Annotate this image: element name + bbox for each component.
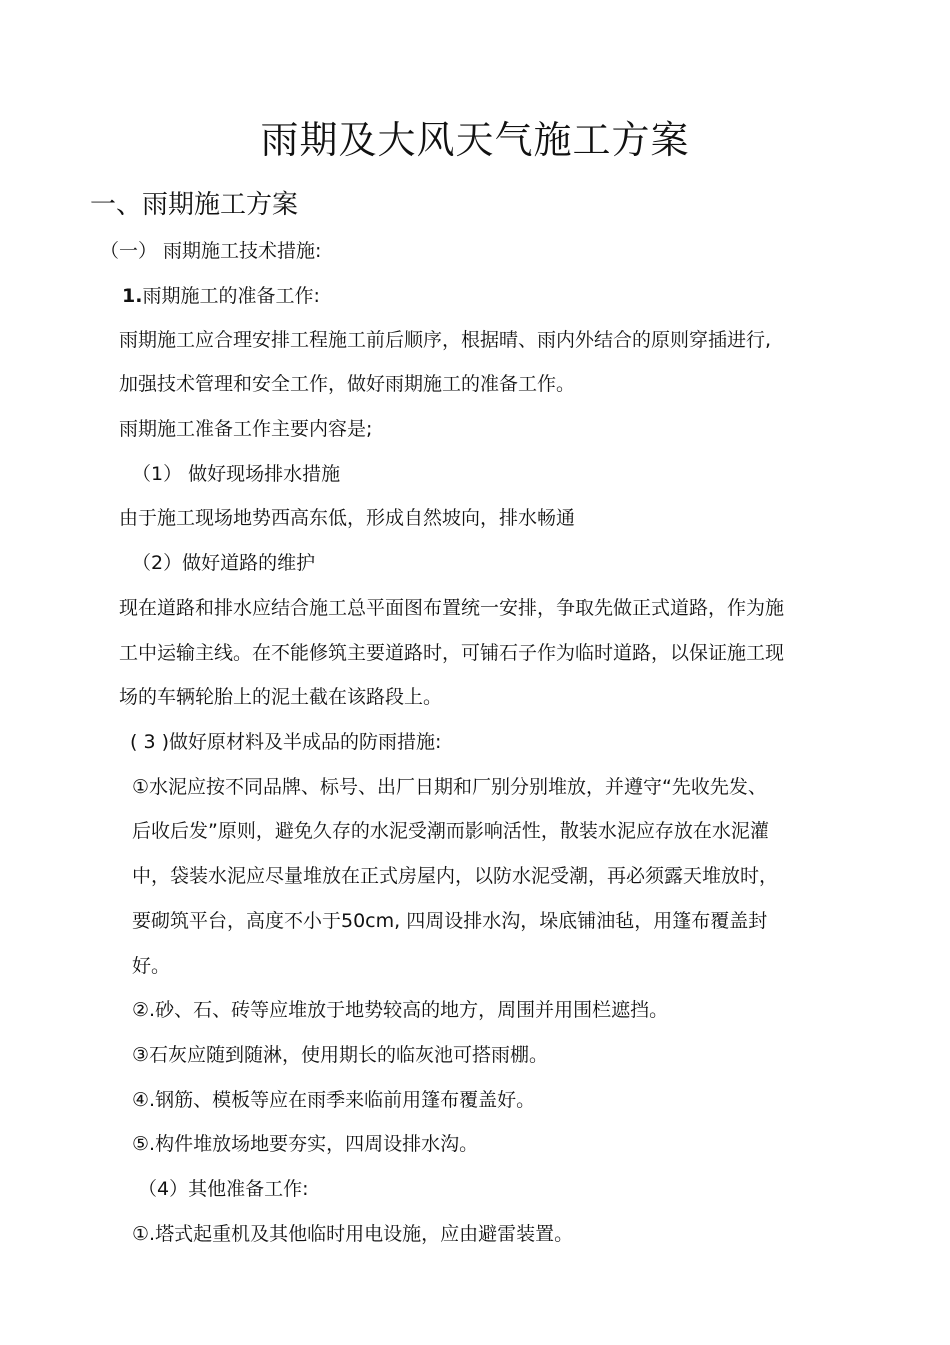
paragraph-line: ②.砂、石、砖等应堆放于地势较高的地方，周围并用围栏遮挡。	[132, 999, 669, 1021]
paragraph-line: 雨期施工应合理安排工程施工前后顺序，根据晴、雨内外结合的原则穿插进行,	[119, 329, 772, 351]
item-heading	[122, 281, 320, 311]
paragraph-line: 加强技术管理和安全工作，做好雨期施工的准备工作。	[119, 373, 576, 395]
paragraph-line: 现在道路和排水应结合施工总平面图布置统一安排，争取先做正式道路，作为施	[119, 597, 785, 619]
paragraph-line: 由于施工现场地势西高东低，形成自然坡向，排水畅通	[119, 507, 576, 529]
document-title: 雨期及大风天气施工方案	[260, 118, 690, 162]
paragraph-line: 工中运输主线。在不能修筑主要道路时，可铺石子作为临时道路，以保证施工现	[119, 642, 785, 664]
paragraph-line: 场的车辆轮胎上的泥土截在该路段上。	[119, 686, 443, 708]
paragraph-line: ①水泥应按不同品牌、标号、出厂日期和厂别分别堆放，并遵守“先收先发、	[132, 776, 767, 798]
subitem-heading: （4）其他准备工作:	[138, 1178, 309, 1200]
paragraph-line: 中，袋装水泥应尽量堆放在正式房屋内，以防水泥受潮，再必须露天堆放时，	[132, 865, 779, 887]
section-heading: 一、雨期施工方案	[90, 190, 299, 220]
paragraph-line: ①.塔式起重机及其他临时用电设施，应由避雷装置。	[132, 1223, 574, 1245]
paragraph-line: 后收后发”原则，避免久存的水泥受潮而影响活性，散装水泥应存放在水泥灌	[132, 820, 769, 842]
item-number: 1.	[122, 285, 143, 307]
subitem-heading: （2）做好道路的维护	[132, 552, 316, 574]
paragraph-line: 好。	[132, 955, 171, 977]
paragraph-line: ③石灰应随到随淋，使用期长的临灰池可搭雨棚。	[132, 1044, 549, 1066]
paragraph-line: 要砌筑平台，高度不小于50cm, 四周设排水沟，垛底铺油毡，用篷布覆盖封	[132, 910, 768, 932]
paragraph-line: ⑤.构件堆放场地要夯实，四周设排水沟。	[132, 1133, 479, 1155]
paragraph-line: ④.钢筋、模板等应在雨季来临前用篷布覆盖好。	[132, 1089, 536, 1111]
subsection-heading: （一） 雨期施工技术措施:	[100, 240, 322, 262]
subitem-heading: ( 3 )做好原材料及半成品的防雨措施:	[130, 731, 442, 753]
item-heading-text: 雨期施工的准备工作:	[142, 285, 320, 307]
subitem-heading: （1） 做好现场排水措施	[132, 463, 341, 485]
paragraph-line: 雨期施工准备工作主要内容是;	[119, 418, 373, 440]
